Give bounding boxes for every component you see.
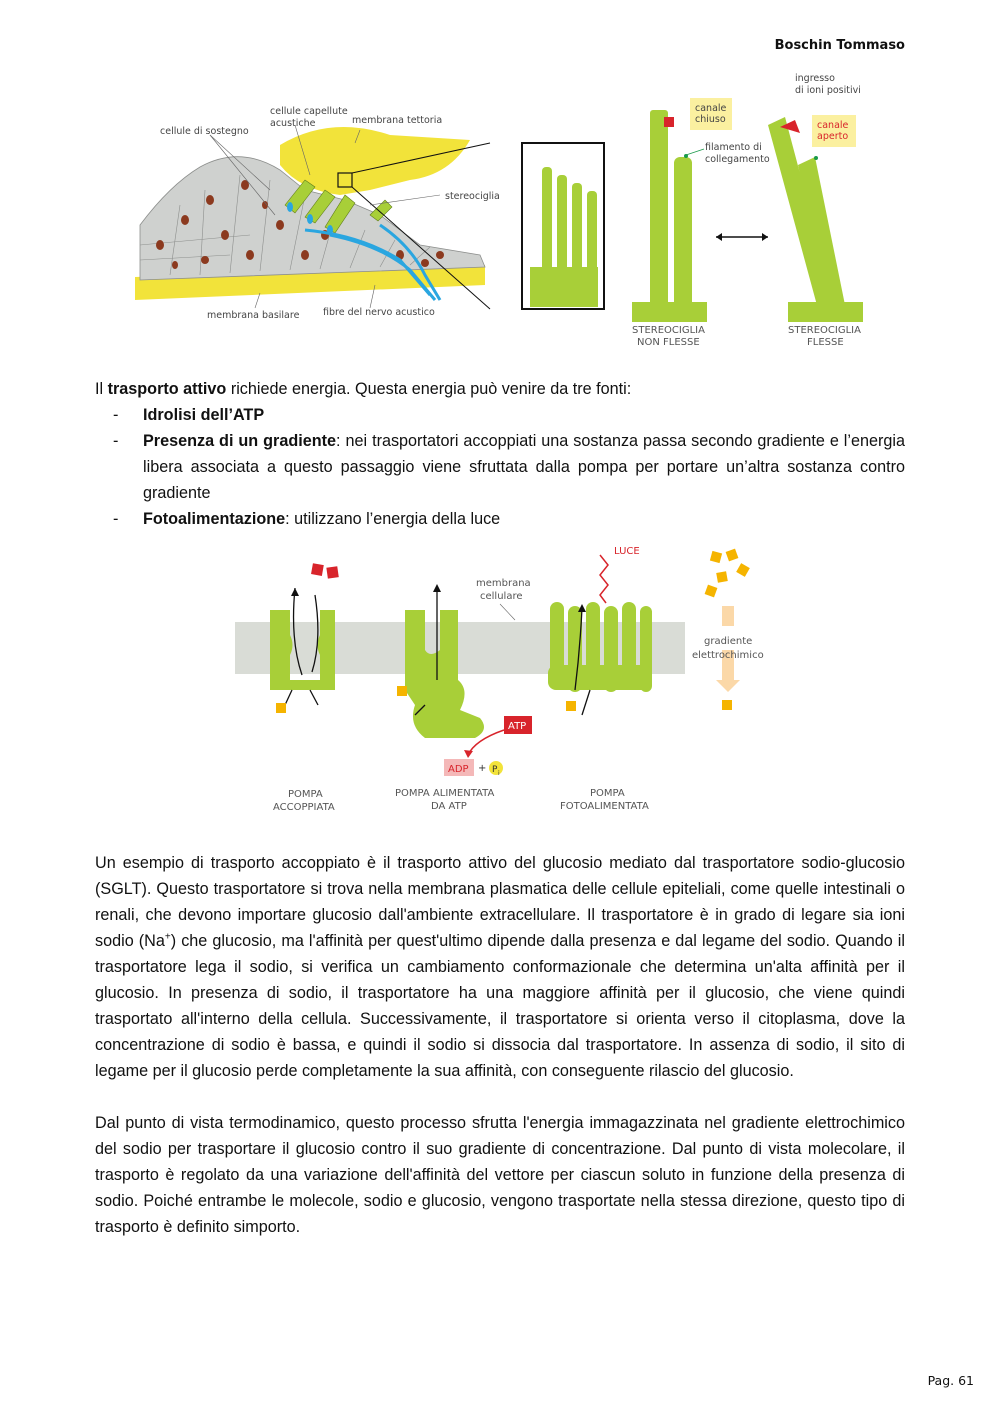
coupled-label-2: ACCOPPIATA	[273, 802, 335, 813]
light-label: LUCE	[614, 546, 640, 557]
label-bent-2: FLESSE	[807, 337, 844, 348]
intro-bold: trasporto attivo	[107, 380, 227, 398]
light-wave-icon	[600, 555, 608, 603]
pumps-diagram	[230, 540, 780, 820]
label-stereocilia: stereociglia	[445, 191, 500, 202]
stereocilia-diagram	[620, 65, 880, 355]
paragraph-sglt: Un esempio di trasporto accoppiato è il trasporto attivo del glucosio mediato dal trasportatore sodio-glucosio (SGLT). Questo trasportatore si trova nella membrana plasmatica delle cellule epiteliali, come quelle intestinali o renali, che devono importare glucosio dall'ambiente extracellulare. Il trasportatore è in grado di legare sia ioni sodio (Na+) che glucosio, ma l'affinità per quest'ultimo dipende dalla presenza e dal legame del sodio. Quando il trasportatore lega il sodio, si verifica un cambiamento conformazionale che determina un'alta affinità per il glucosio. In presenza di sodio, il trasportatore ha una maggiore affinità per il glucosio, che viene quindi trasportato all'interno della cellula. Successivamente, il trasportatore si orienta verso il citoplasma, dove la concentrazione di sodio è bassa, e quindi il sodio si dissocia dal trasportatore. In assenza di sodio, il sito di legame per il glucosio perde completamente la sua affinità, con conseguente rilascio del glucosio.	[95, 854, 906, 1080]
label-open-1: canale	[817, 120, 849, 131]
atp-pump-label-2: DA ATP	[431, 801, 467, 812]
label-link-2: collegamento	[705, 154, 770, 165]
atp-pump-label-1: POMPA ALIMENTATA	[395, 788, 495, 799]
photo-label-1: POMPA	[590, 788, 625, 799]
label-basilar: membrana basilare	[207, 310, 300, 321]
label-open-2: aperto	[817, 131, 849, 142]
label-hair-cells-1: cellule capellute	[270, 106, 348, 117]
list-item: - Presenza di un gradiente: nei trasportatori accoppiati una sostanza passa secondo gradiente e l’energia libera associata a questo passaggio viene sfruttata dalla pompa per portare un’altra sostanza contro gradiente	[113, 432, 905, 502]
photo-label-2: FOTOALIMENTATA	[560, 801, 649, 812]
header-author: Boschin Tommaso	[774, 38, 905, 53]
label-not-bent-1: STEREOCIGLIA	[632, 325, 705, 336]
list-item: - Fotoalimentazione: utilizzano l’energia della luce	[113, 510, 501, 528]
list-item-title: Fotoalimentazione	[143, 510, 286, 528]
label-link-1: filamento di	[705, 142, 762, 153]
svg-text:P: P	[492, 765, 498, 775]
label-nerve: fibre del nervo acustico	[323, 307, 435, 318]
gradient-label-2: elettrochimico	[692, 650, 764, 661]
label-closed-1: canale	[695, 103, 727, 114]
coupled-solute-red	[311, 563, 324, 576]
label-closed-2: chiuso	[695, 114, 726, 125]
gradient-arrow-icon	[716, 680, 740, 692]
label-tectorial: membrana tettoria	[352, 115, 443, 126]
label-bent-1: STEREOCIGLIA	[788, 325, 861, 336]
closed-channel-icon	[664, 117, 674, 127]
coupled-label-1: POMPA	[288, 789, 323, 800]
intro-pre: Il	[95, 380, 108, 398]
list-item-title: Presenza di un gradiente	[143, 432, 337, 450]
paragraph-thermodynamics: Dal punto di vista termodinamico, questo processo sfrutta l'energia immagazzinata nel gradiente elettrochimico del sodio per trasportare il glucosio contro il suo gradiente di concentrazione. Dal punto di vista molecolare, il trasporto è regolato da una variazione dell'affinità del vettore per ciascun soluto in funzione della presenza di sodio. Poiché entrambe le molecole, sodio e glucosio, vengono trasportate nella stessa direzione, questo tipo di trasporto è definito simporto.	[95, 1114, 905, 1236]
stereocilia-not-bent	[632, 110, 707, 322]
label-entry-1: ingresso	[795, 73, 835, 84]
stereocilia-bent	[768, 117, 863, 322]
svg-text:i: i	[498, 770, 500, 777]
page-number: Pag. 61	[927, 1373, 974, 1388]
svg-text:+: +	[478, 763, 487, 774]
adp-label: ADP	[448, 764, 469, 775]
intro-post: richiede energia. Questa energia può venire da tre fonti:	[226, 380, 632, 398]
list-item: - Idrolisi dell’ATP	[113, 406, 265, 424]
list-item-title: Idrolisi dell’ATP	[143, 406, 265, 424]
label-support-cells: cellule di sostegno	[160, 126, 249, 137]
label-not-bent-2: NON FLESSE	[637, 337, 700, 348]
membrane-label-2: cellulare	[480, 591, 523, 602]
membrane-label-1: membrana	[476, 578, 531, 589]
energy-sources-list	[95, 402, 905, 532]
label-hair-cells-2: acustiche	[270, 118, 316, 129]
intro-paragraph	[95, 376, 905, 402]
cochlea-diagram	[130, 95, 610, 325]
label-entry-2: di ioni positivi	[795, 85, 861, 96]
gradient-label-1: gradiente	[704, 636, 753, 647]
atp-label: ATP	[508, 721, 527, 732]
